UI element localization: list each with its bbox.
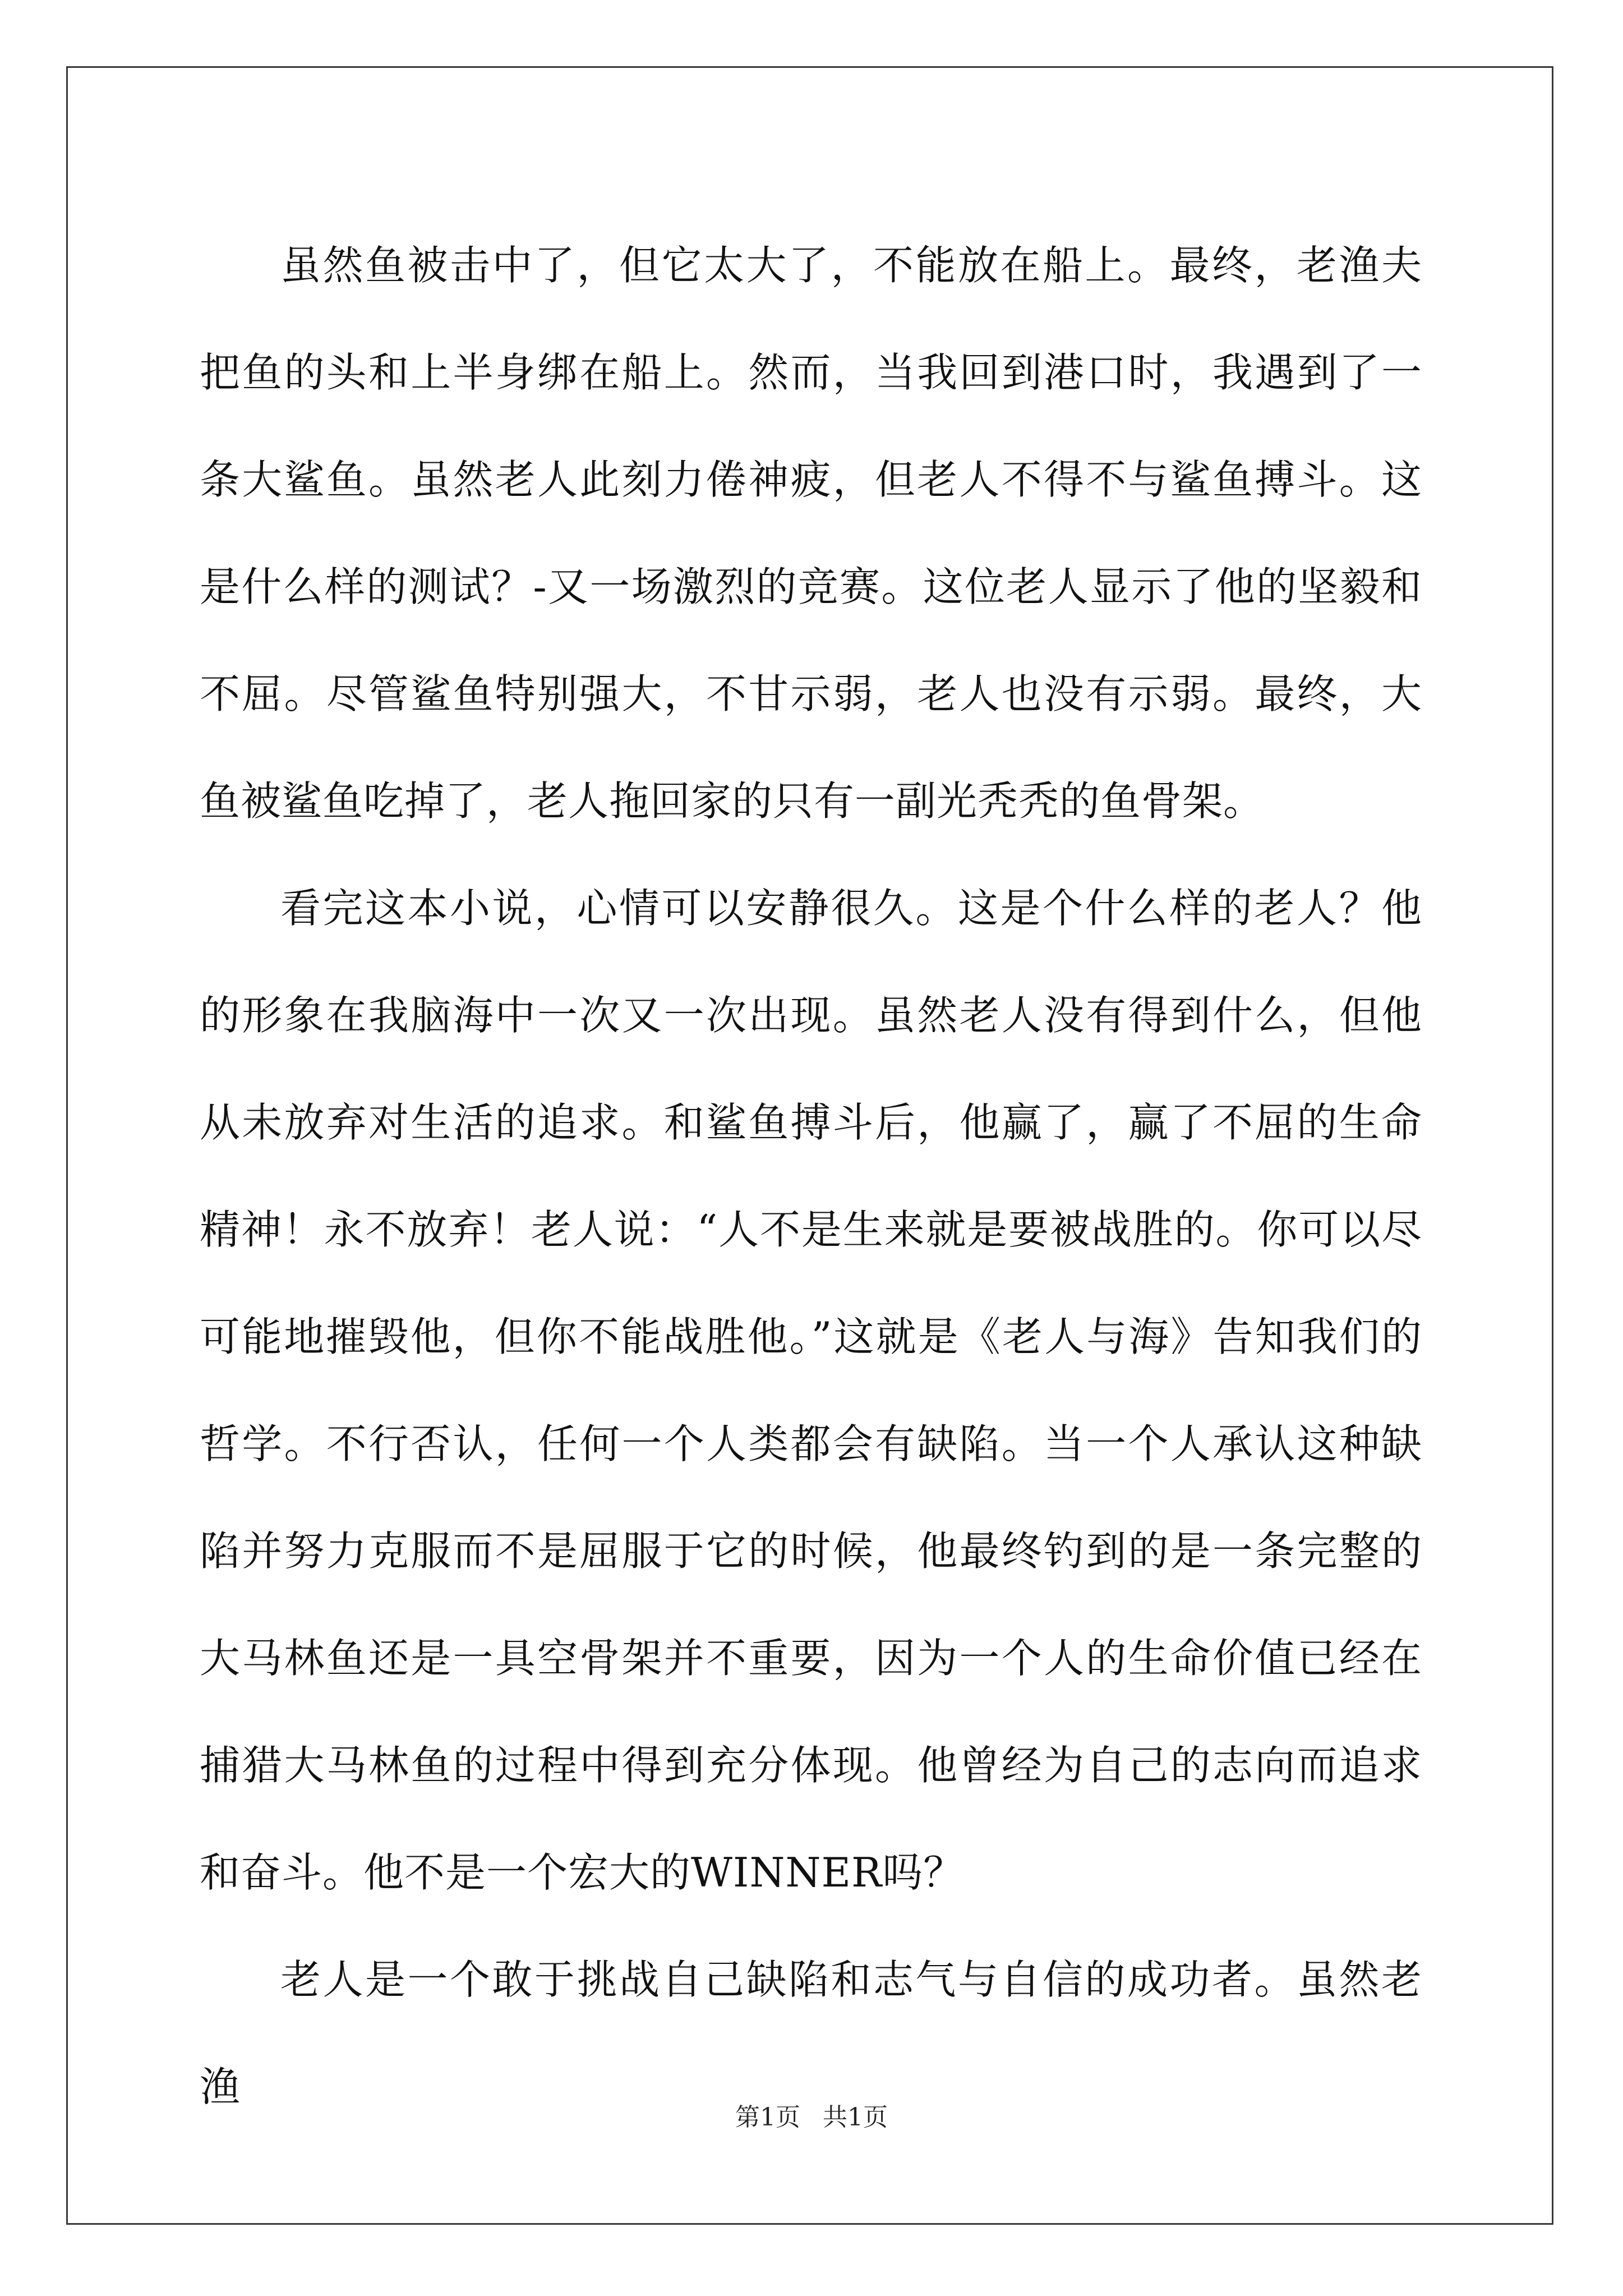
page-footer: [0, 2097, 1623, 2133]
page-number-current: 第1页: [735, 2103, 800, 2132]
paragraph-3: 老人是一个敢于挑战自己缺陷和志气与自信的成功者。虽然老渔: [200, 1956, 1422, 2110]
paragraph-1: 虽然鱼被击中了，但它太大了，不能放在船上。最终，老渔夫把鱼的头和上半身绑在船上。然而，当我回到港口时，我遇到了一条大鲨鱼。虽然老人此刻力倦神疲，但老人不得不与鲨鱼搏斗。这是什么样的测试？-又一场激烈的竞赛。这位老人显示了他的坚毅和不屈。尽管鲨鱼特别强大，不甘示弱，老人也没有示弱。最终，大鱼被鲨鱼吃掉了，老人拖回家的只有一副光秃秃的鱼骨架。: [200, 242, 1422, 825]
document-body: [200, 212, 1422, 2141]
page-number-total: 共1页: [823, 2103, 888, 2132]
paragraph-2: 看完这本小说，心情可以安静很久。这是个什么样的老人？他的形象在我脑海中一次又一次出现。虽然老人没有得到什么，但他从未放弃对生活的追求。和鲨鱼搏斗后，他赢了，赢了不屈的生命精神！永不放弃！老人说：“人不是生来就是要被战胜的。你可以尽可能地摧毁他，但你不能战胜他。”这就是《老人与海》告知我们的哲学。不行否认，任何一个人类都会有缺陷。当一个人承认这种缺陷并努力克服而不是屈服于它的时候，他最终钓到的是一条完整的大马林鱼还是一具空骨架并不重要，因为一个人的生命价值已经在捕猎大马林鱼的过程中得到充分体现。他曾经为自己的志向而追求和奋斗。他不是一个宏大的WINNER吗？: [200, 885, 1422, 1896]
